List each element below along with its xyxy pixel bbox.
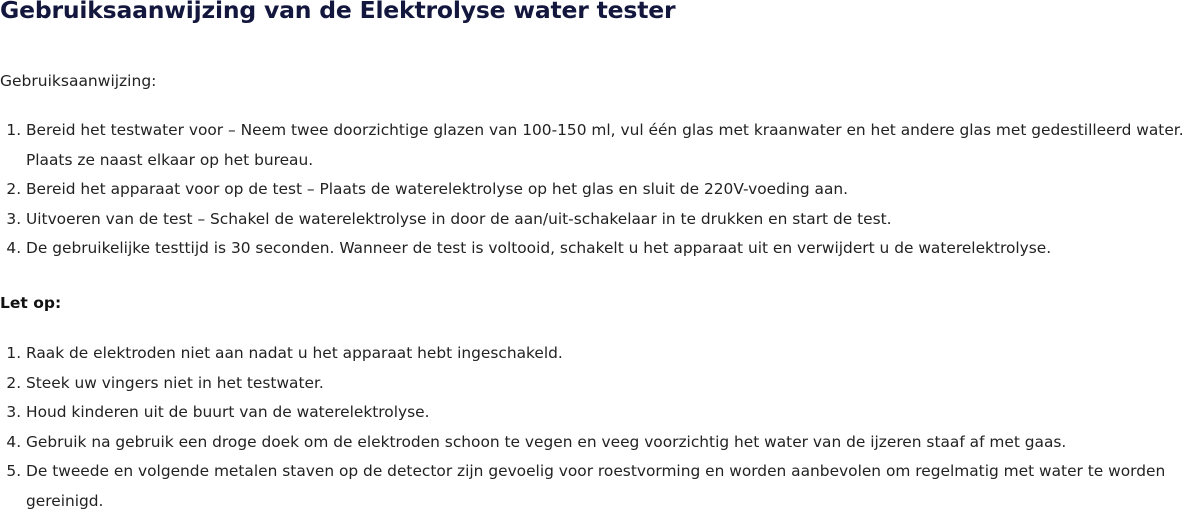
warning-item: 3. Houd kinderen uit de buurt van de waterelektrolyse. [26,398,1200,428]
intro-label: Gebruiksaanwijzing: [0,72,157,90]
warning-item: 5. De tweede en volgende metalen staven op de detector zijn gevoelig voor roestvorming en worden aanbevolen om regelmatig met water te worden gereinigd. [26,457,1200,516]
step-item: 2. Bereid het apparaat voor op de test – Plaats de waterelektrolyse op het glas en sluit de 220V-voeding aan. [26,175,1200,205]
steps-list [0,116,1200,264]
step-item: 3. Uitvoeren van de test – Schakel de waterelektrolyse in door de aan/uit-schakelaar in te drukken en start de test. [26,205,1200,235]
warnings-list [0,339,1200,516]
note-heading: Let op: [0,294,62,312]
step-item: 4. De gebruikelijke testtijd is 30 seconden. Wanneer de test is voltooid, schakelt u het apparaat uit en verwijdert u de waterelektrolyse. [26,234,1200,264]
warning-item: 2. Steek uw vingers niet in het testwater. [26,369,1200,399]
step-item: 1. Bereid het testwater voor – Neem twee doorzichtige glazen van 100-150 ml, vul één glas met kraanwater en het andere glas met gedestilleerd water. Plaats ze naast elkaar op het bureau. [26,116,1200,175]
page-title: Gebruiksaanwijzing van de Elektrolyse water tester [0,0,676,24]
warning-item: 4. Gebruik na gebruik een droge doek om de elektroden schoon te vegen en veeg voorzichtig het water van de ijzeren staaf af met gaas. [26,428,1200,458]
warning-item: 1. Raak de elektroden niet aan nadat u het apparaat hebt ingeschakeld. [26,339,1200,369]
